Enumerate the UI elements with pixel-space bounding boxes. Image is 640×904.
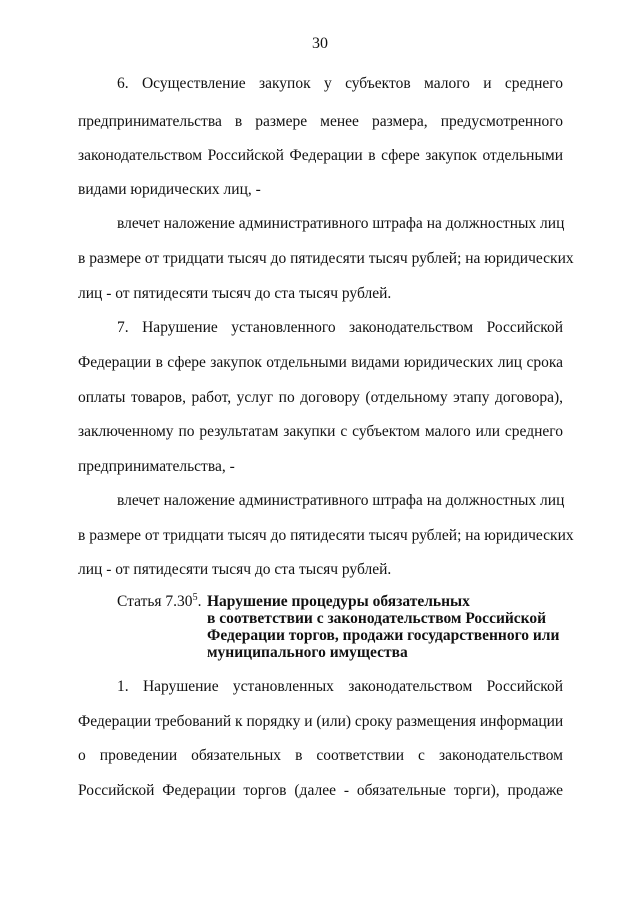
paragraph-line: заключенному по результатам закупки с субъектом малого или среднего (78, 423, 563, 440)
article-label (117, 593, 201, 610)
paragraph-line: Федерации в сфере закупок отдельными видами юридических лиц срока (78, 354, 563, 371)
paragraph-line: влечет наложение административного штрафа на должностных лиц (117, 492, 565, 509)
paragraph-line: о проведении обязательных в соответствии с законодательством (78, 747, 563, 764)
paragraph-line: предпринимательства, - (78, 458, 235, 475)
paragraph-line: в размере от тридцати тысяч до пятидесяти тысяч рублей; на юридических (78, 250, 574, 267)
article-title-line: в соответствии с законодательством Российской (207, 610, 547, 627)
page-number: 30 (312, 35, 328, 52)
paragraph-line: видами юридических лиц, - (78, 181, 261, 198)
paragraph-line: 6. Осуществление закупок у субъектов малого и среднего (117, 75, 563, 92)
paragraph-line: Российской Федерации торгов (далее - обязательные торги), продаже (78, 782, 563, 799)
article-label-suffix: . (197, 593, 202, 610)
paragraph-line: 7. Нарушение установленного законодательством Российской (117, 319, 563, 336)
paragraph-line: законодательством Российской Федерации в сфере закупок отдельными (78, 147, 563, 164)
article-title (207, 593, 567, 661)
paragraph-line: 1. Нарушение установленных законодательством Российской (117, 678, 563, 695)
paragraph-line: лиц - от пятидесяти тысяч до ста тысяч рублей. (78, 285, 392, 302)
article-label-text: Статья 7.30 (117, 593, 193, 610)
paragraph-line: Федерации требований к порядку и (или) сроку размещения информации (78, 713, 564, 730)
paragraph-line: в размере от тридцати тысяч до пятидесяти тысяч рублей; на юридических (78, 527, 574, 544)
article-label-superscript: 5 (192, 591, 198, 603)
article-title-line: Федерации торгов, продажи государственного или (207, 627, 560, 644)
paragraph-line: влечет наложение административного штрафа на должностных лиц (117, 215, 565, 232)
paragraph-line: предпринимательства в размере менее размера, предусмотренного (78, 113, 563, 130)
paragraph-line: оплаты товаров, работ, услуг по договору (отдельному этапу договора), (78, 389, 563, 406)
paragraph-line: лиц - от пятидесяти тысяч до ста тысяч рублей. (78, 561, 392, 578)
article-title-line: Нарушение процедуры обязательных (207, 593, 470, 610)
article-title-line: муниципального имущества (207, 644, 408, 661)
